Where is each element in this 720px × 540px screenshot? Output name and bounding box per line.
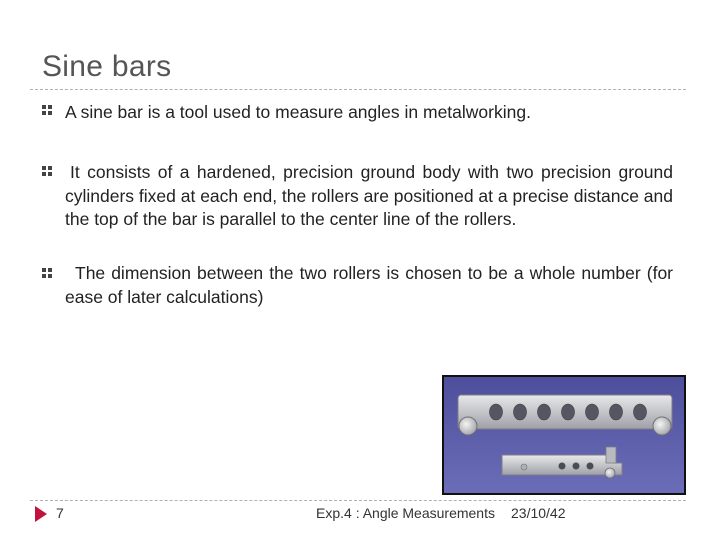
sine-bar-photo	[442, 375, 686, 495]
page-number: 7	[56, 505, 64, 521]
bullet-text-1: A sine bar is a tool used to measure angles in metalworking.	[65, 102, 531, 122]
square-bullet-icon	[40, 266, 54, 280]
square-bullet-icon	[40, 103, 54, 117]
square-bullet-icon	[40, 164, 54, 178]
footer-divider	[30, 500, 686, 501]
red-arrow-icon	[32, 505, 48, 523]
title-divider	[30, 89, 686, 90]
bullet-text-3: The dimension between the two rollers is chosen to be a whole number (for ease of later calculations)	[65, 263, 673, 307]
sine-bar-illustration	[444, 377, 684, 493]
footer-title: Exp.4 : Angle Measurements	[316, 505, 495, 521]
bullet-text-2: It consists of a hardened, precision ground body with two precision ground cylinders fixed at each end, the rollers are positioned at a precise distance and the top of the bar is parallel to the center line of the rollers.	[65, 162, 673, 229]
slide-title: Sine bars	[42, 50, 172, 83]
footer-date: 23/10/42	[511, 505, 566, 521]
